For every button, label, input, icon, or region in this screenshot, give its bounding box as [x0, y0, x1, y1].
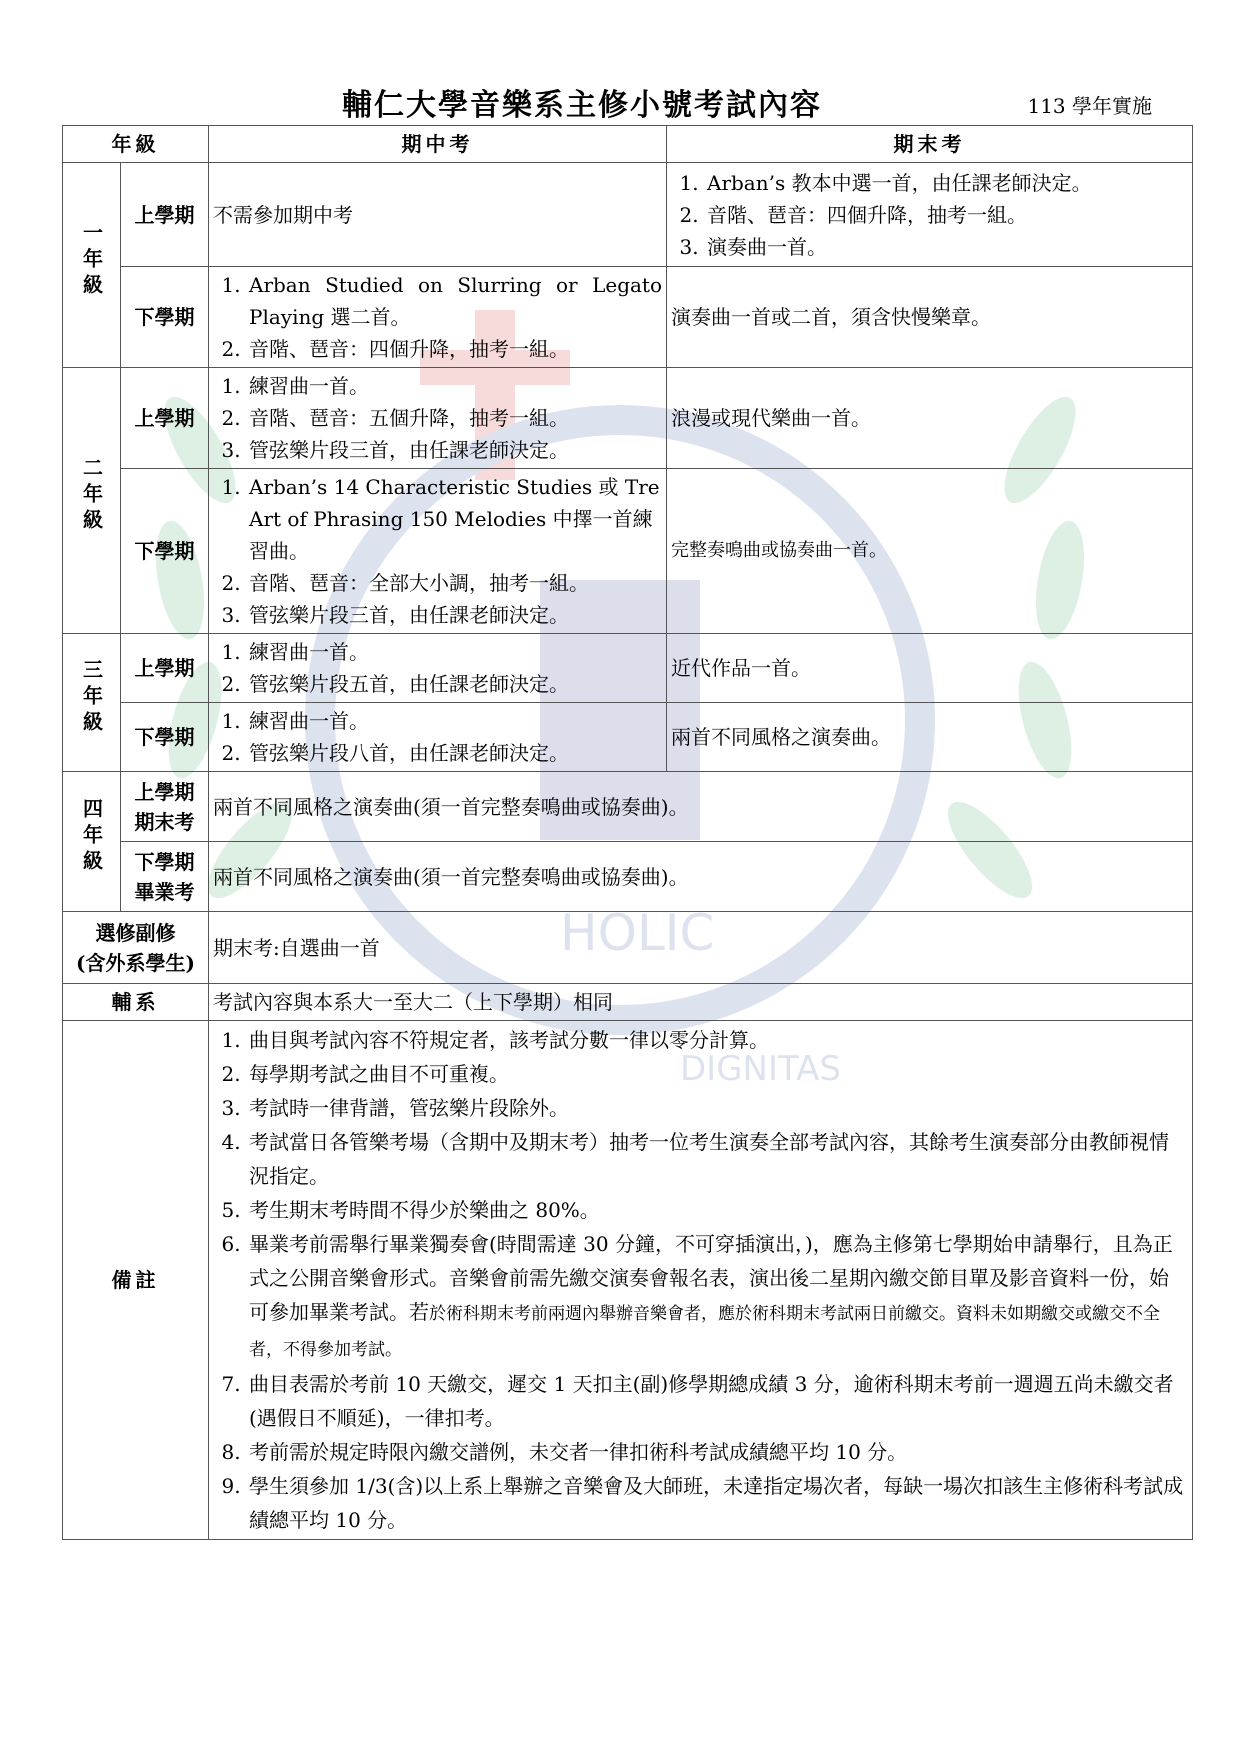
grade4-down-term-line1: 下學期 — [134, 849, 195, 874]
list-item: 3. 管弦樂片段三首，由任課老師決定。 — [247, 599, 662, 631]
table-row — [63, 368, 1193, 469]
list-item: 2. 每學期考試之曲目不可重複。 — [247, 1057, 1188, 1091]
list-item: 1. 練習曲一首。 — [247, 370, 662, 402]
grade4-label-text: 四年級 — [79, 798, 104, 876]
table-row — [63, 703, 1193, 772]
elective-label-line2: (含外系學生) — [76, 950, 195, 975]
grade3-up-final: 近代作品一首。 — [667, 634, 1193, 703]
header-grade: 年級 — [63, 126, 209, 163]
table-row — [63, 469, 1193, 634]
list-item: 2. 音階、琶音：四個升降，抽考一組。 — [247, 333, 662, 365]
notes-label: 備註 — [63, 1021, 209, 1540]
note6-fine: 於術科期末考前兩週內舉辦音樂會者，應於術科期末考試兩日前繳交。資料未如期繳交或繳交不全者，不得參加考試。 — [249, 1304, 1160, 1360]
grade3-label-text: 三年級 — [79, 659, 104, 737]
grade3-up-midterm — [209, 634, 667, 703]
list-item: 7. 曲目表需於考前 10 天繳交，遲交 1 天扣主(副)修學期總成績 3 分，逾術科期末考前一週週五尚未繳交者(遇假日不順延)，一律扣考。 — [247, 1367, 1188, 1435]
table-row — [63, 842, 1193, 912]
list-item: 3. 演奏曲一首。 — [705, 231, 1188, 263]
grade1-up-final — [667, 163, 1193, 267]
list-item: 2. 音階、琶音：五個升降，抽考一組。 — [247, 402, 662, 434]
list-item: 2. 管弦樂片段八首，由任課老師決定。 — [247, 737, 662, 769]
table-header-row — [63, 126, 1193, 163]
list-item: 2. 音階、琶音：四個升降，抽考一組。 — [705, 199, 1188, 231]
grade1-label-text: 一年級 — [79, 221, 104, 300]
elective-label — [63, 912, 209, 984]
grade2-label-text: 二年級 — [79, 457, 104, 535]
grade2-up-midterm — [209, 368, 667, 469]
list-item: 5. 考生期末考時間不得少於樂曲之 80%。 — [247, 1193, 1188, 1227]
grade4-up-term-line1: 上學期 — [134, 779, 195, 804]
grade2-up-final: 浪漫或現代樂曲一首。 — [667, 368, 1193, 469]
page-title: 輔仁大學音樂系主修小號考試內容 — [342, 88, 822, 123]
table-row — [63, 1021, 1193, 1540]
minor-content: 考試內容與本系大一至大二（上下學期）相同 — [209, 984, 1193, 1021]
list-item: 2. 音階、琶音：全部大小調，抽考一組。 — [247, 567, 662, 599]
grade4-down-term-line2: 畢業考 — [134, 879, 195, 904]
exam-table — [62, 125, 1193, 1540]
table-row — [63, 267, 1193, 368]
list-item: 1. Arban Studied on Slurring or Legato Playing 選二首。 — [247, 269, 662, 333]
grade1-up-term: 上學期 — [121, 163, 209, 267]
list-item: 3. 管弦樂片段三首，由任課老師決定。 — [247, 434, 662, 466]
header-midterm: 期中考 — [209, 126, 667, 163]
grade4-label — [63, 772, 121, 912]
list-item: 1. Arban’s 教本中選一首，由任課老師決定。 — [705, 167, 1188, 199]
grade2-up-term: 上學期 — [121, 368, 209, 469]
list-item: 4. 考試當日各管樂考場（含期中及期末考）抽考一位考生演奏全部考試內容，其餘考生演奏部分由教師視情況指定。 — [247, 1125, 1188, 1193]
grade1-down-midterm — [209, 267, 667, 368]
grade3-down-midterm — [209, 703, 667, 772]
table-row — [63, 634, 1193, 703]
list-item — [247, 1227, 1188, 1367]
elective-content: 期末考:自選曲一首 — [209, 912, 1193, 984]
grade3-label — [63, 634, 121, 772]
year-note: 113 學年實施 — [1027, 94, 1152, 118]
grade1-down-final: 演奏曲一首或二首，須含快慢樂章。 — [667, 267, 1193, 368]
elective-label-line1: 選修副修 — [95, 920, 176, 945]
grade1-label — [63, 163, 121, 368]
table-row — [63, 772, 1193, 842]
watermark-text-dignitas: DIGNITAS — [680, 1049, 841, 1089]
table-row — [63, 984, 1193, 1021]
list-item: 1. 曲目與考試內容不符規定者，該考試分數一律以零分計算。 — [247, 1023, 1188, 1057]
list-item: 2. 管弦樂片段五首，由任課老師決定。 — [247, 668, 662, 700]
grade2-down-term: 下學期 — [121, 469, 209, 634]
notes-content — [209, 1021, 1193, 1540]
grade4-up-term-line2: 期末考 — [134, 809, 195, 834]
header-final: 期末考 — [667, 126, 1193, 163]
grade1-up-midterm: 不需參加期中考 — [209, 163, 667, 267]
grade2-down-final: 完整奏鳴曲或協奏曲一首。 — [667, 469, 1193, 634]
minor-label: 輔系 — [63, 984, 209, 1021]
grade4-down-term — [121, 842, 209, 912]
grade3-down-final: 兩首不同風格之演奏曲。 — [667, 703, 1193, 772]
page-header — [62, 80, 1192, 123]
grade2-label — [63, 368, 121, 634]
grade4-up-term — [121, 772, 209, 842]
grade3-down-term: 下學期 — [121, 703, 209, 772]
grade4-down-content: 兩首不同風格之演奏曲(須一首完整奏鳴曲或協奏曲)。 — [209, 842, 1193, 912]
list-item: 8. 考前需於規定時限內繳交譜例，未交者一律扣術科考試成績總平均 10 分。 — [247, 1435, 1188, 1469]
grade1-down-term: 下學期 — [121, 267, 209, 368]
table-row — [63, 163, 1193, 267]
note6-main: 畢業考前需舉行畢業獨奏會(時間需達 30 分鐘，不可穿插演出，)，應為主修第七學期始申請舉行，且為正式之公開音樂會形式。音樂會前需先繳交演奏會報名表，演出後二星期內繳交節目單及影音資料一份，始可參加畢業考試。若 — [249, 1232, 1173, 1324]
grade2-down-midterm — [209, 469, 667, 634]
grade3-up-term: 上學期 — [121, 634, 209, 703]
grade4-up-content: 兩首不同風格之演奏曲(須一首完整奏鳴曲或協奏曲)。 — [209, 772, 1193, 842]
list-item: 1. 練習曲一首。 — [247, 705, 662, 737]
table-row — [63, 912, 1193, 984]
list-item: 1. Arban’s 14 Characteristic Studies 或 Tre Art of Phrasing 150 Melodies 中擇一首練習曲。 — [247, 471, 662, 567]
list-item: 9. 學生須參加 1/3(含)以上系上舉辦之音樂會及大師班，未達指定場次者，每缺一場次扣該生主修術科考試成績總平均 10 分。 — [247, 1469, 1188, 1537]
list-item: 1. 練習曲一首。 — [247, 636, 662, 668]
list-item: 3. 考試時一律背譜，管弦樂片段除外。 — [247, 1091, 1188, 1125]
watermark-text-holic: HOLIC — [560, 904, 715, 962]
